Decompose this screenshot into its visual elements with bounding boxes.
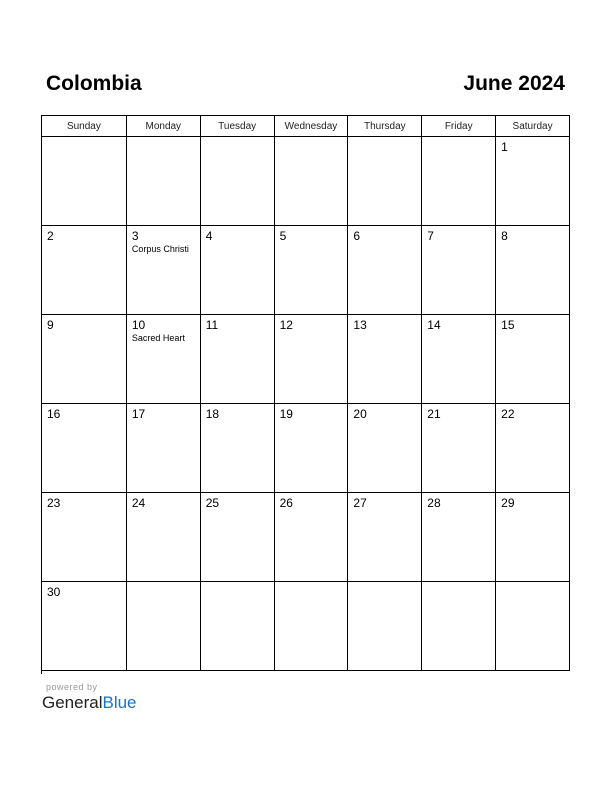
calendar-day-cell [201, 404, 275, 493]
calendar-day-cell [348, 582, 422, 671]
calendar-day-cell [348, 315, 422, 404]
calendar-day-cell [275, 493, 349, 582]
brand-blue: Blue [102, 693, 137, 712]
calendar-day-cell [422, 226, 496, 315]
calendar-day-cell [422, 404, 496, 493]
day-number: 8 [501, 229, 508, 243]
calendar-day-cell [201, 137, 275, 226]
day-number: 20 [353, 407, 367, 421]
day-number: 3 [131, 229, 139, 243]
day-number: 9 [47, 318, 54, 332]
calendar-day-cell [201, 226, 275, 315]
day-number: 12 [279, 318, 293, 332]
calendar-day-cell [496, 315, 570, 404]
calendar-day-cell [422, 137, 496, 226]
day-number: 30 [47, 585, 61, 599]
day-number: 29 [501, 496, 515, 510]
day-number: 22 [501, 407, 515, 421]
calendar-day-cell [201, 582, 275, 671]
day-number: 14 [427, 318, 441, 332]
weekday-header: Tuesday [201, 116, 275, 137]
weekday-header: Monday [127, 116, 201, 137]
calendar-day-cell [275, 226, 349, 315]
day-number: 4 [205, 229, 213, 243]
day-number: 24 [131, 496, 146, 510]
day-number: 11 [205, 318, 219, 332]
calendar-day-cell [275, 404, 349, 493]
calendar-day-cell [201, 493, 275, 582]
day-number: 25 [205, 496, 220, 510]
day-number: 1 [501, 140, 508, 154]
calendar-weeks [42, 137, 570, 671]
calendar-day-cell [127, 582, 201, 671]
day-number: 6 [353, 229, 361, 243]
calendar-day-cell [127, 137, 201, 226]
calendar-day-cell [275, 582, 349, 671]
calendar-day-cell [127, 226, 201, 315]
weekday-header: Thursday [348, 116, 422, 137]
calendar-day-cell [348, 404, 422, 493]
month-year-title: June 2024 [463, 72, 565, 95]
day-number: 5 [279, 229, 287, 243]
calendar-week-row [42, 404, 570, 493]
weekday-header: Saturday [496, 116, 570, 137]
calendar-day-cell [275, 137, 349, 226]
day-number: 15 [501, 318, 515, 332]
calendar-day-cell [496, 493, 570, 582]
calendar-week-row [42, 226, 570, 315]
powered-by-text: powered by [46, 682, 98, 692]
day-number: 21 [427, 407, 441, 421]
country-title: Colombia [46, 72, 142, 95]
weekday-header: Sunday [42, 116, 127, 137]
day-number: 19 [279, 407, 293, 421]
calendar-week-row [42, 315, 570, 404]
calendar-week-row [42, 493, 570, 582]
day-number: 16 [47, 407, 61, 421]
calendar-day-cell [127, 493, 201, 582]
day-number: 7 [427, 229, 434, 243]
calendar-week-row [42, 582, 570, 671]
calendar-day-cell [422, 493, 496, 582]
day-number: 2 [47, 229, 54, 243]
calendar-day-cell [127, 315, 201, 404]
weekday-header-row [42, 116, 570, 137]
day-number: 23 [47, 496, 61, 510]
calendar-day-cell [42, 404, 127, 493]
calendar-day-cell [348, 493, 422, 582]
day-number: 17 [131, 407, 146, 421]
holiday-label: Sacred Heart [131, 333, 185, 343]
day-number: 26 [279, 496, 293, 510]
calendar-grid [41, 115, 570, 674]
calendar-day-cell [422, 315, 496, 404]
calendar-day-cell [42, 226, 127, 315]
calendar-day-cell [42, 315, 127, 404]
calendar-day-cell [496, 137, 570, 226]
weekday-header: Wednesday [275, 116, 349, 137]
calendar-day-cell [348, 137, 422, 226]
calendar-day-cell [201, 315, 275, 404]
calendar-day-cell [42, 493, 127, 582]
calendar-day-cell [496, 582, 570, 671]
day-number: 13 [353, 318, 367, 332]
calendar-day-cell [42, 582, 127, 671]
calendar-day-cell [42, 137, 127, 226]
brand-general: General [42, 693, 103, 712]
calendar-week-row [42, 137, 570, 226]
calendar-day-cell [496, 404, 570, 493]
calendar-day-cell [496, 226, 570, 315]
weekday-header: Friday [422, 116, 496, 137]
day-number: 28 [427, 496, 441, 510]
calendar-day-cell [275, 315, 349, 404]
calendar-day-cell [348, 226, 422, 315]
day-number: 18 [205, 407, 220, 421]
calendar-day-cell [127, 404, 201, 493]
generalblue-logo [42, 693, 137, 713]
holiday-label: Corpus Christi [131, 244, 189, 254]
calendar-day-cell [422, 582, 496, 671]
day-number: 10 [131, 318, 146, 332]
day-number: 27 [353, 496, 367, 510]
